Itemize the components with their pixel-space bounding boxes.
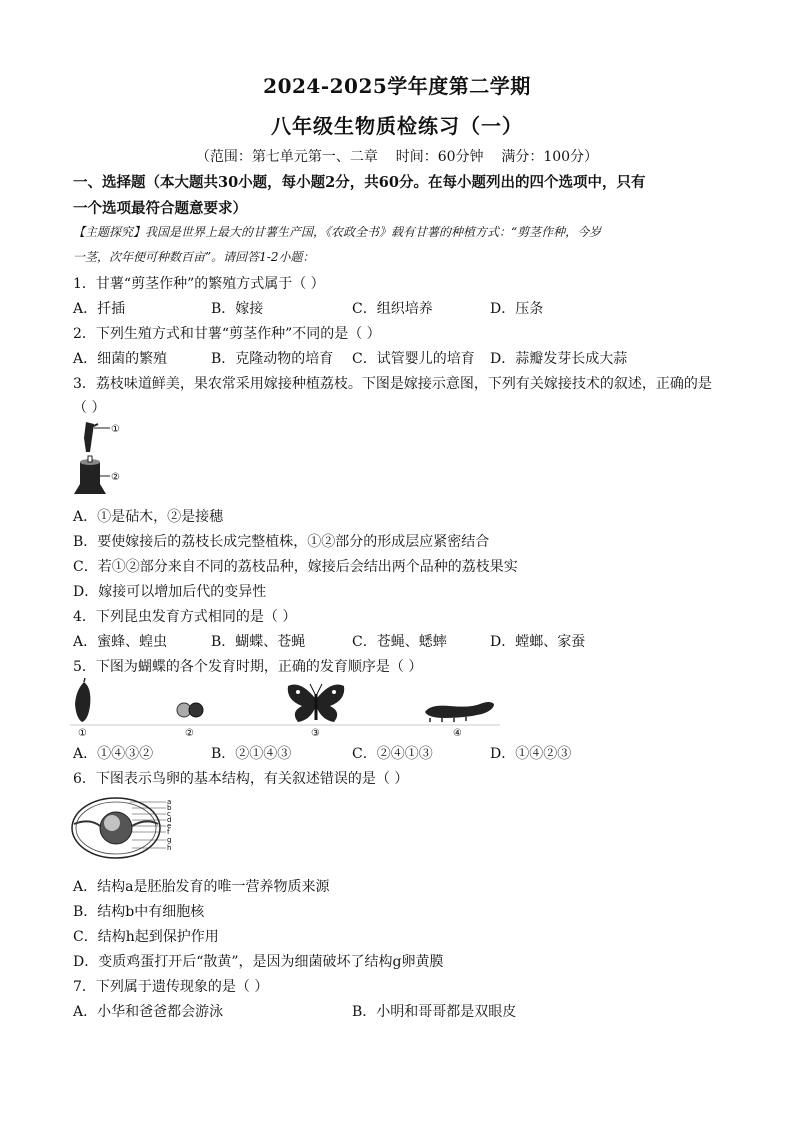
butterfly-icon bbox=[288, 684, 344, 722]
q4-option-d: D．螳螂、家蚕 bbox=[490, 634, 586, 650]
q3-stem: 3．荔枝味道鲜美，果农常采用嫁接种植荔枝。下图是嫁接示意图，下列有关嫁接技术的叙述，正确的是 bbox=[73, 376, 712, 392]
q2-option-a: A．细菌的繁殖 bbox=[73, 351, 168, 367]
butterfly-label-4: ④ bbox=[453, 728, 462, 739]
q1-option-d: D．压条 bbox=[490, 301, 544, 317]
butterfly-label-2: ② bbox=[185, 728, 194, 739]
q5-stem: 5．下图为蝴蝶的各个发育时期，正确的发育顺序是（ ） bbox=[73, 659, 423, 675]
exam-scope: （范围：第七单元第一、二章 时间：60分钟 满分：100分） bbox=[195, 149, 599, 165]
section-heading bbox=[73, 170, 733, 222]
grafting-label-2: ② bbox=[111, 472, 120, 483]
q5-option-c: C．②④①③ bbox=[352, 746, 433, 762]
egg-label-c: c bbox=[167, 810, 171, 818]
q1-stem: 1．甘薯“剪茎作种”的繁殖方式属于（ ） bbox=[73, 276, 325, 292]
q3-option-d: D．嫁接可以增加后代的变异性 bbox=[73, 584, 267, 600]
grafting-diagram bbox=[70, 418, 140, 500]
theme-intro-line2: 一茎，次年便可种数百亩”。请回答1-2小题： bbox=[73, 250, 315, 264]
bird-egg-diagram bbox=[70, 794, 180, 862]
q4-stem: 4．下列昆虫发育方式相同的是（ ） bbox=[73, 609, 297, 625]
q4-option-c: C．苍蝇、蟋蟀 bbox=[352, 634, 447, 650]
q4-option-a: A．蜜蜂、蝗虫 bbox=[73, 634, 168, 650]
section-heading-line1: 一、选择题（本大题共30小题，每小题2分，共60分。在每小题列出的四个选项中，只有 bbox=[73, 174, 646, 191]
egg-label-d: d bbox=[167, 816, 172, 824]
butterfly-label-3: ③ bbox=[311, 728, 320, 739]
exam-year-title: 2024-2025学年度第二学期 bbox=[263, 74, 531, 98]
rootstock-shape bbox=[74, 462, 106, 494]
q1-option-c: C．组织培养 bbox=[352, 301, 433, 317]
q7-option-a: A．小华和爸爸都会游泳 bbox=[73, 1004, 224, 1020]
q5-option-d: D．①④②③ bbox=[490, 746, 572, 762]
q6-option-a: A．结构a是胚胎发育的唯一营养物质来源 bbox=[73, 879, 330, 895]
q2-option-c: C．试管婴儿的培育 bbox=[352, 351, 475, 367]
egg-label-g: g bbox=[167, 836, 172, 844]
q2-stem: 2．下列生殖方式和甘薯“剪茎作种”不同的是（ ） bbox=[73, 326, 381, 342]
q6-option-b: B．结构b中有细胞核 bbox=[73, 904, 205, 920]
exam-title: 八年级生物质检练习（一） bbox=[271, 114, 523, 138]
q3-option-a: A．①是砧木，②是接穗 bbox=[73, 509, 224, 525]
butterfly-label-1: ① bbox=[78, 728, 87, 739]
q5-option-b: B．②①④③ bbox=[211, 746, 292, 762]
butterfly-stages-diagram bbox=[70, 678, 510, 740]
q3-answer-paren: （ ） bbox=[73, 400, 106, 416]
q1-option-a: A．扦插 bbox=[73, 301, 126, 317]
egg-label-b: b bbox=[167, 804, 172, 812]
egg-label-f: f bbox=[167, 828, 170, 836]
grafting-label-1: ① bbox=[111, 424, 120, 435]
caterpillar-icon bbox=[425, 702, 494, 722]
q5-option-a: A．①④③② bbox=[73, 746, 154, 762]
q3-option-c: C．若①②部分来自不同的荔枝品种，嫁接后会结出两个品种的荔枝果实 bbox=[73, 559, 518, 575]
q7-option-b: B．小明和哥哥都是双眼皮 bbox=[352, 1004, 517, 1020]
q3-option-b: B．要使嫁接后的荔枝长成完整植株，①②部分的形成层应紧密结合 bbox=[73, 534, 490, 550]
q1-option-b: B．嫁接 bbox=[211, 301, 264, 317]
q7-stem: 7．下列属于遗传现象的是（ ） bbox=[73, 979, 269, 995]
q6-option-d: D．变质鸡蛋打开后“散黄”，是因为细菌破坏了结构g卵黄膜 bbox=[73, 954, 444, 970]
q2-option-b: B．克隆动物的培育 bbox=[211, 351, 334, 367]
section-heading-line2: 一个选项最符合题意要求） bbox=[73, 200, 247, 217]
q4-option-b: B．蝴蝶、苍蝇 bbox=[211, 634, 306, 650]
egg-label-h: h bbox=[167, 844, 172, 852]
theme-intro-line1: 【主题探究】我国是世界上最大的甘薯生产国，《农政全书》载有甘薯的种植方式：“剪茎作种，今岁 bbox=[73, 225, 602, 239]
q6-stem: 6．下图表示鸟卵的基本结构，有关叙述错误的是（ ） bbox=[73, 771, 409, 787]
pupa-icon bbox=[75, 682, 90, 722]
q6-option-c: C．结构h起到保护作用 bbox=[73, 929, 219, 945]
egg-label-e: e bbox=[167, 822, 172, 830]
q2-option-d: D．蒜瓣发芽长成大蒜 bbox=[490, 351, 628, 367]
egg-label-a: a bbox=[167, 798, 172, 806]
